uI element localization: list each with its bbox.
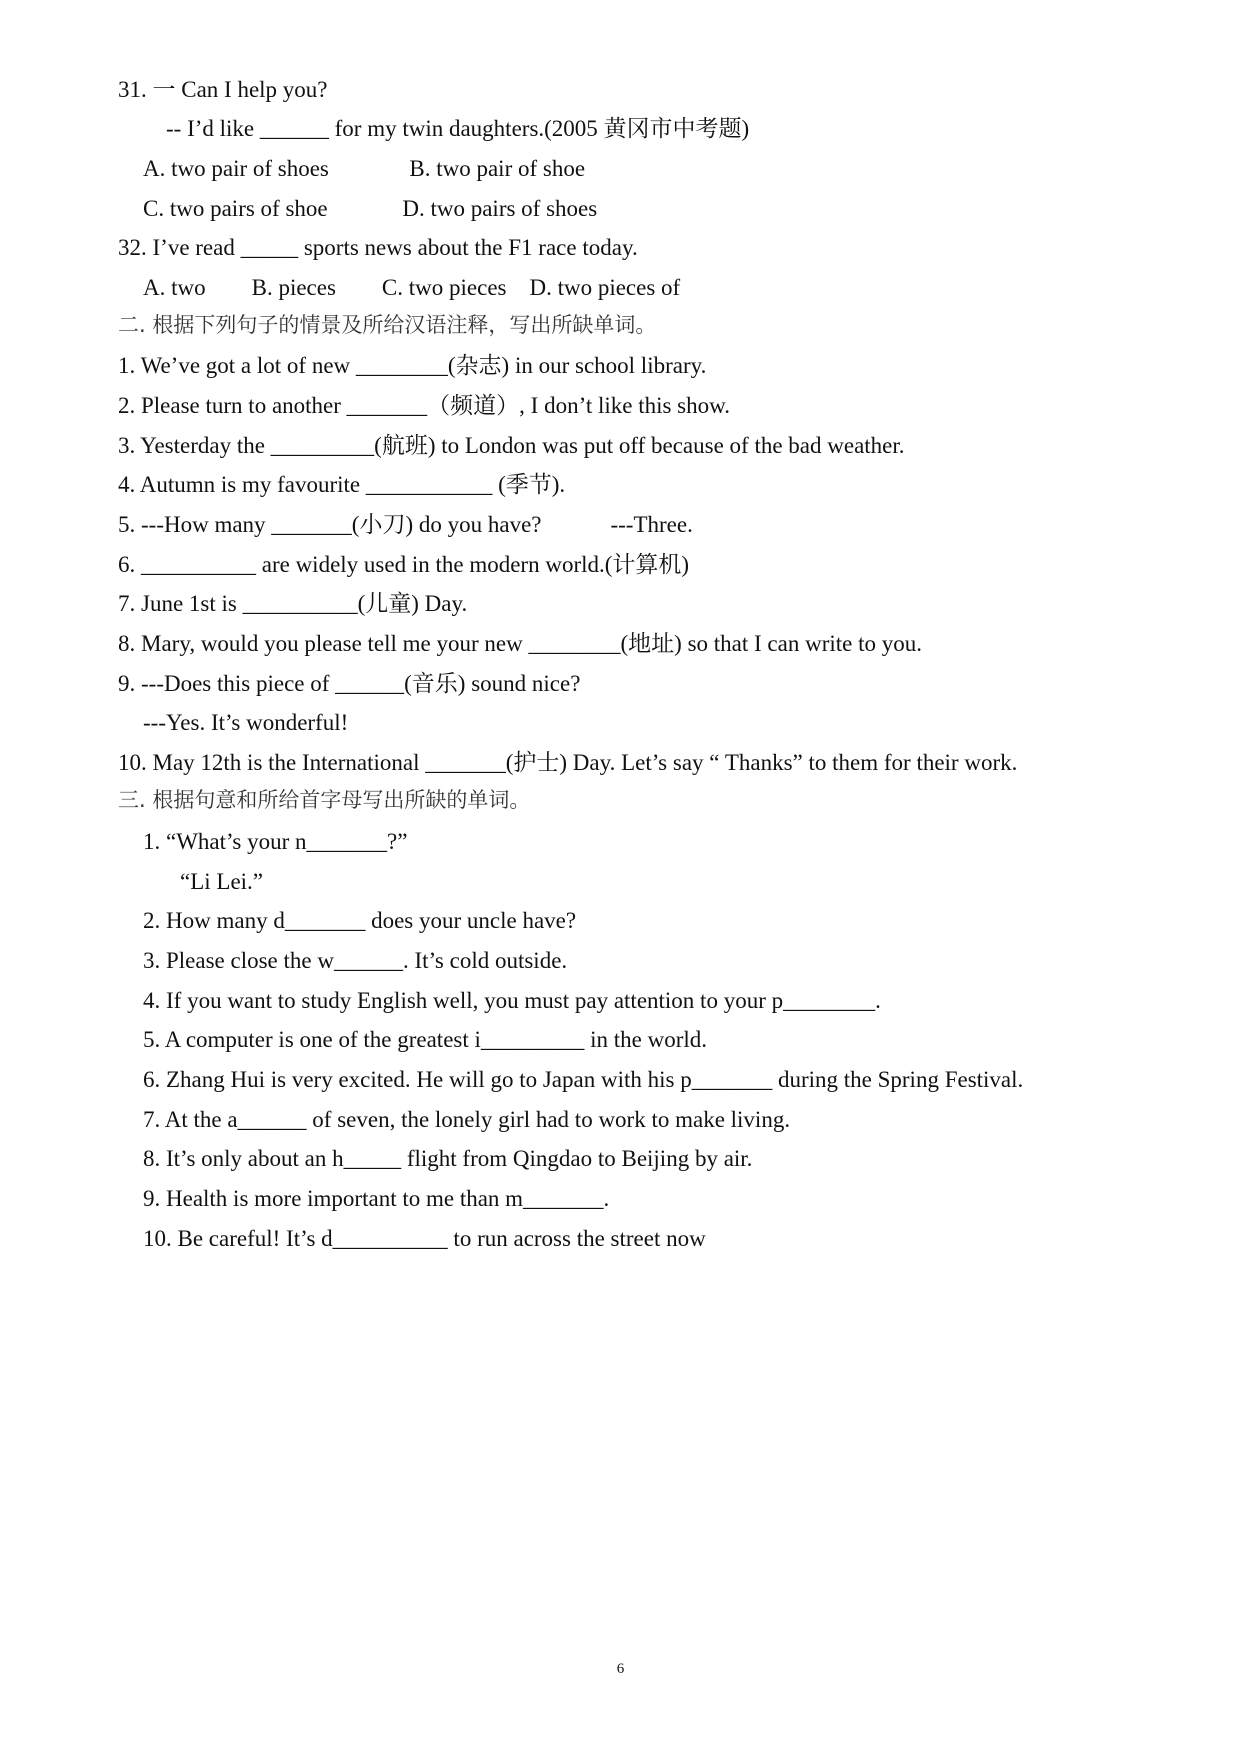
question-line: 2. Please turn to another _______（频道）, I don’t like this show. <box>118 393 730 418</box>
question-line: 32. I’ve read _____ sports news about the F1 race today. <box>118 235 638 260</box>
question-line: 5. A computer is one of the greatest i_________ in the world. <box>143 1027 708 1052</box>
question-line: 9. Health is more important to me than m_______. <box>143 1186 610 1211</box>
question-line: 6. __________ are widely used in the modern world.(计算机) <box>118 552 690 577</box>
question-line: 4. Autumn is my favourite ___________ (季节). <box>118 472 566 497</box>
question-line: 10. May 12th is the International _______(护士) Day. Let’s say “ Thanks” to them for their work. <box>118 750 1018 775</box>
question-line: A. two pair of shoes B. two pair of shoe <box>143 156 586 181</box>
question-line: 8. It’s only about an h_____ flight from Qingdao to Beijing by air. <box>143 1146 753 1171</box>
question-line: 31. 一 Can I help you? <box>118 77 328 102</box>
question-line: C. two pairs of shoe D. two pairs of shoes <box>143 196 598 221</box>
question-line: 1. “What’s your n_______?” <box>143 829 408 854</box>
question-line: ---Yes. It’s wonderful! <box>143 710 349 735</box>
question-line: “Li Lei.” <box>180 869 264 894</box>
question-line: 3. Please close the w______. It’s cold outside. <box>143 948 568 973</box>
question-line: 4. If you want to study English well, you must pay attention to your p________. <box>143 988 881 1013</box>
question-line: 1. We’ve got a lot of new ________(杂志) in our school library. <box>118 353 707 378</box>
question-line: -- I’d like ______ for my twin daughters.(2005 黄冈市中考题) <box>166 116 750 141</box>
question-line: 5. ---How many _______(小刀) do you have? ---Three. <box>118 512 693 537</box>
question-line: 3. Yesterday the _________(航班) to London was put off because of the bad weather. <box>118 433 905 458</box>
question-line: 6. Zhang Hui is very excited. He will go to Japan with his p_______ during the Spring Festival. <box>143 1067 1024 1092</box>
section-heading: 二. 根据下列句子的情景及所给汉语注释，写出所缺单词。 <box>118 313 657 337</box>
question-line: 9. ---Does this piece of ______(音乐) sound nice? <box>118 671 581 696</box>
question-line: 7. At the a______ of seven, the lonely girl had to work to make living. <box>143 1107 791 1132</box>
question-line: 10. Be careful! It’s d__________ to run across the street now <box>143 1226 706 1251</box>
section-heading: 三. 根据句意和所给首字母写出所缺的单词。 <box>118 788 531 812</box>
page-number: 6 <box>616 1661 625 1677</box>
question-line: 2. How many d_______ does your uncle have? <box>143 908 577 933</box>
question-line: 8. Mary, would you please tell me your new ________(地址) so that I can write to you. <box>118 631 922 656</box>
question-line: 7. June 1st is __________(儿童) Day. <box>118 591 468 616</box>
question-line: A. two B. pieces C. two pieces D. two pieces of <box>143 275 681 300</box>
